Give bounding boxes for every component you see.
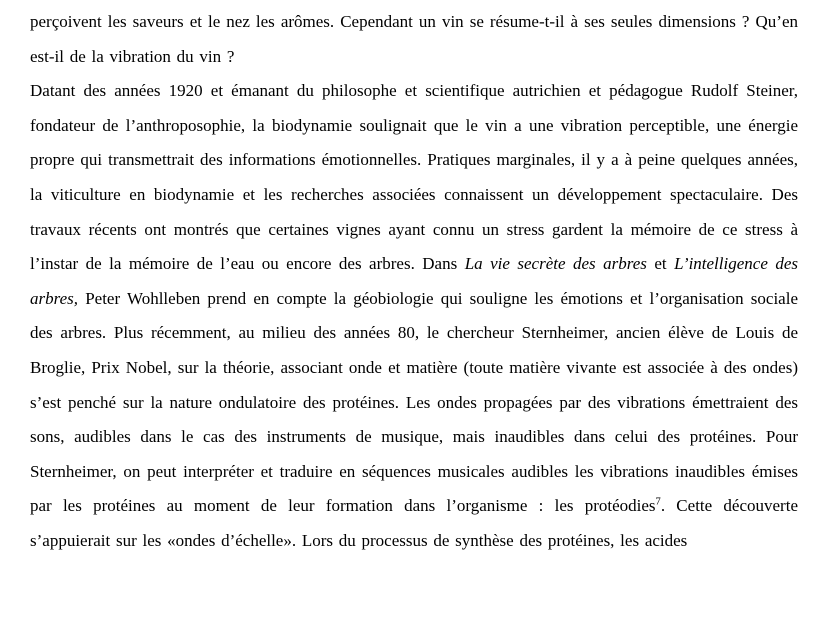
book-title-italic: La vie secrète des arbres	[464, 254, 647, 274]
footnote-reference: 7	[655, 496, 661, 508]
text-run: Peter Wohlleben prend en compte la géobiologie qui souligne les émotions et l’organisation sociale des arbres. Plus récemment, au milieu des années 80, le chercheur Sternheimer, ancien élève de Louis de Broglie, Prix Nobel, sur la théorie, associant onde et matière (toute matière vivante est associée à des ondes) s’est penché sur la nature ondulatoire des protéines. Les ondes propagées par des vibrations émettraient des sons, audibles dans le cas des instruments de musique, mais inaudibles dans celui des protéines. Pour Sternheimer, on peut interpréter et traduire en séquences musicales audibles les vibrations inaudibles émises par les protéines au moment de leur formation dans l’organisme : les protéodies	[30, 288, 798, 516]
text-run: . Cette découverte s’appuierait sur les «ondes d’échelle». Lors du processus de synthèse des protéines, les acides	[30, 496, 798, 550]
paragraph-1	[30, 5, 798, 74]
paragraph-2	[30, 74, 798, 558]
text-run: perçoivent les saveurs et le nez les arômes. Cependant un vin se résume-t-il à ses seules dimensions ? Qu’en est-il de la vibration du vin ?	[30, 12, 798, 66]
text-run: Datant des années 1920 et émanant du philosophe et scientifique autrichien et pédagogue Rudolf Steiner, fondateur de l’anthroposophie, la biodynamie soulignait que le vin a une vibration perceptible, une énergie propre qui transmettrait des informations émotionnelles. Pratiques marginales, il y a à peine quelques années, la viticulture en biodynamie et les recherches associées connaissent un développement spectaculaire. Des travaux récents ont montrés que certaines vignes ayant connu un stress gardent la mémoire de ce stress à l’instar de la mémoire de l’eau ou encore des arbres. Dans	[30, 81, 798, 274]
book-title-italic: L’intelligence des arbres,	[30, 254, 798, 308]
text-run: et	[646, 254, 675, 274]
